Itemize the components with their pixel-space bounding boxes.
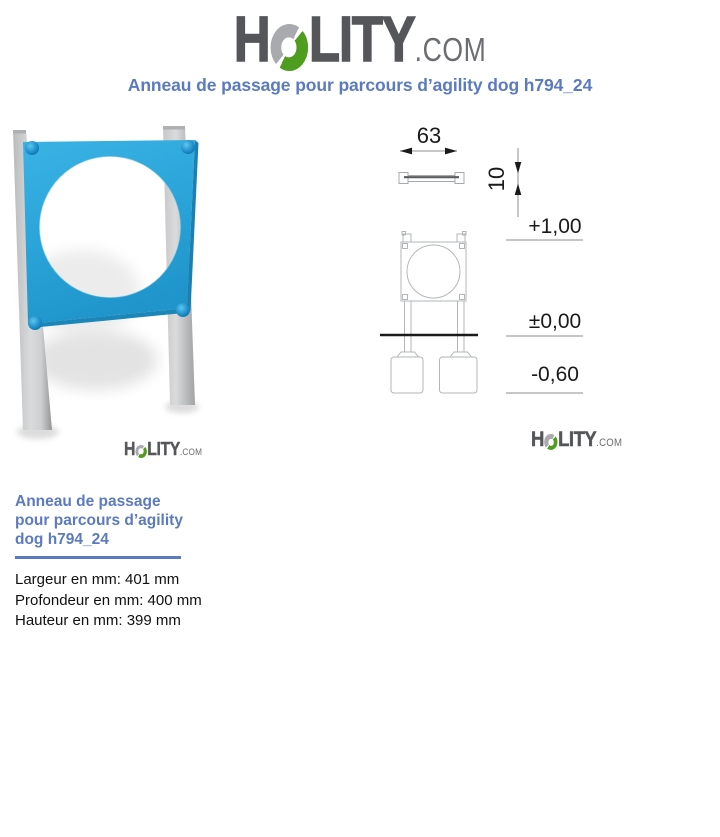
elevation-levels bbox=[506, 215, 583, 393]
svg-text:10: 10 bbox=[484, 166, 509, 192]
holity-logo bbox=[233, 3, 487, 75]
product-title-line: pour parcours d’agility bbox=[15, 512, 183, 529]
product-title bbox=[15, 492, 255, 549]
technical-drawing bbox=[380, 115, 630, 460]
logo-swirl-o-icon bbox=[270, 24, 308, 71]
product-title-line: dog h794_24 bbox=[15, 531, 109, 548]
top-view bbox=[399, 173, 464, 184]
svg-text:63: 63 bbox=[416, 123, 442, 148]
front-view bbox=[391, 232, 477, 394]
dim-width bbox=[400, 123, 457, 154]
holity-watermark-render: H LITY .COM bbox=[124, 439, 203, 459]
title-underline bbox=[15, 556, 181, 559]
product-render-image bbox=[10, 120, 210, 470]
spec-depth: Profondeur en mm: 400 mm bbox=[15, 591, 202, 609]
logo-letters-lity: LITY bbox=[308, 3, 415, 75]
svg-text:+1,00: +1,00 bbox=[528, 215, 582, 238]
svg-text:±0,00: ±0,00 bbox=[528, 310, 582, 333]
logo-swirl-o-icon bbox=[135, 445, 147, 458]
logo-swirl-o-icon bbox=[544, 434, 558, 450]
dim-thickness bbox=[484, 148, 521, 217]
spec-width: Largeur en mm: 401 mm bbox=[15, 571, 180, 588]
spec-height: Hauteur en mm: 399 mm bbox=[15, 612, 181, 629]
logo-com-suffix: .COM bbox=[414, 32, 487, 69]
svg-text:-0,60: -0,60 bbox=[531, 363, 579, 386]
spec-list bbox=[15, 570, 255, 632]
product-title-line: Anneau de passage bbox=[15, 493, 161, 510]
logo-letter-h: H bbox=[233, 3, 270, 75]
product-details bbox=[15, 492, 255, 632]
holity-watermark-drawing: H LITY .COM bbox=[531, 428, 623, 451]
page-title: Anneau de passage pour parcours d’agility dog h794_24 bbox=[127, 75, 593, 95]
